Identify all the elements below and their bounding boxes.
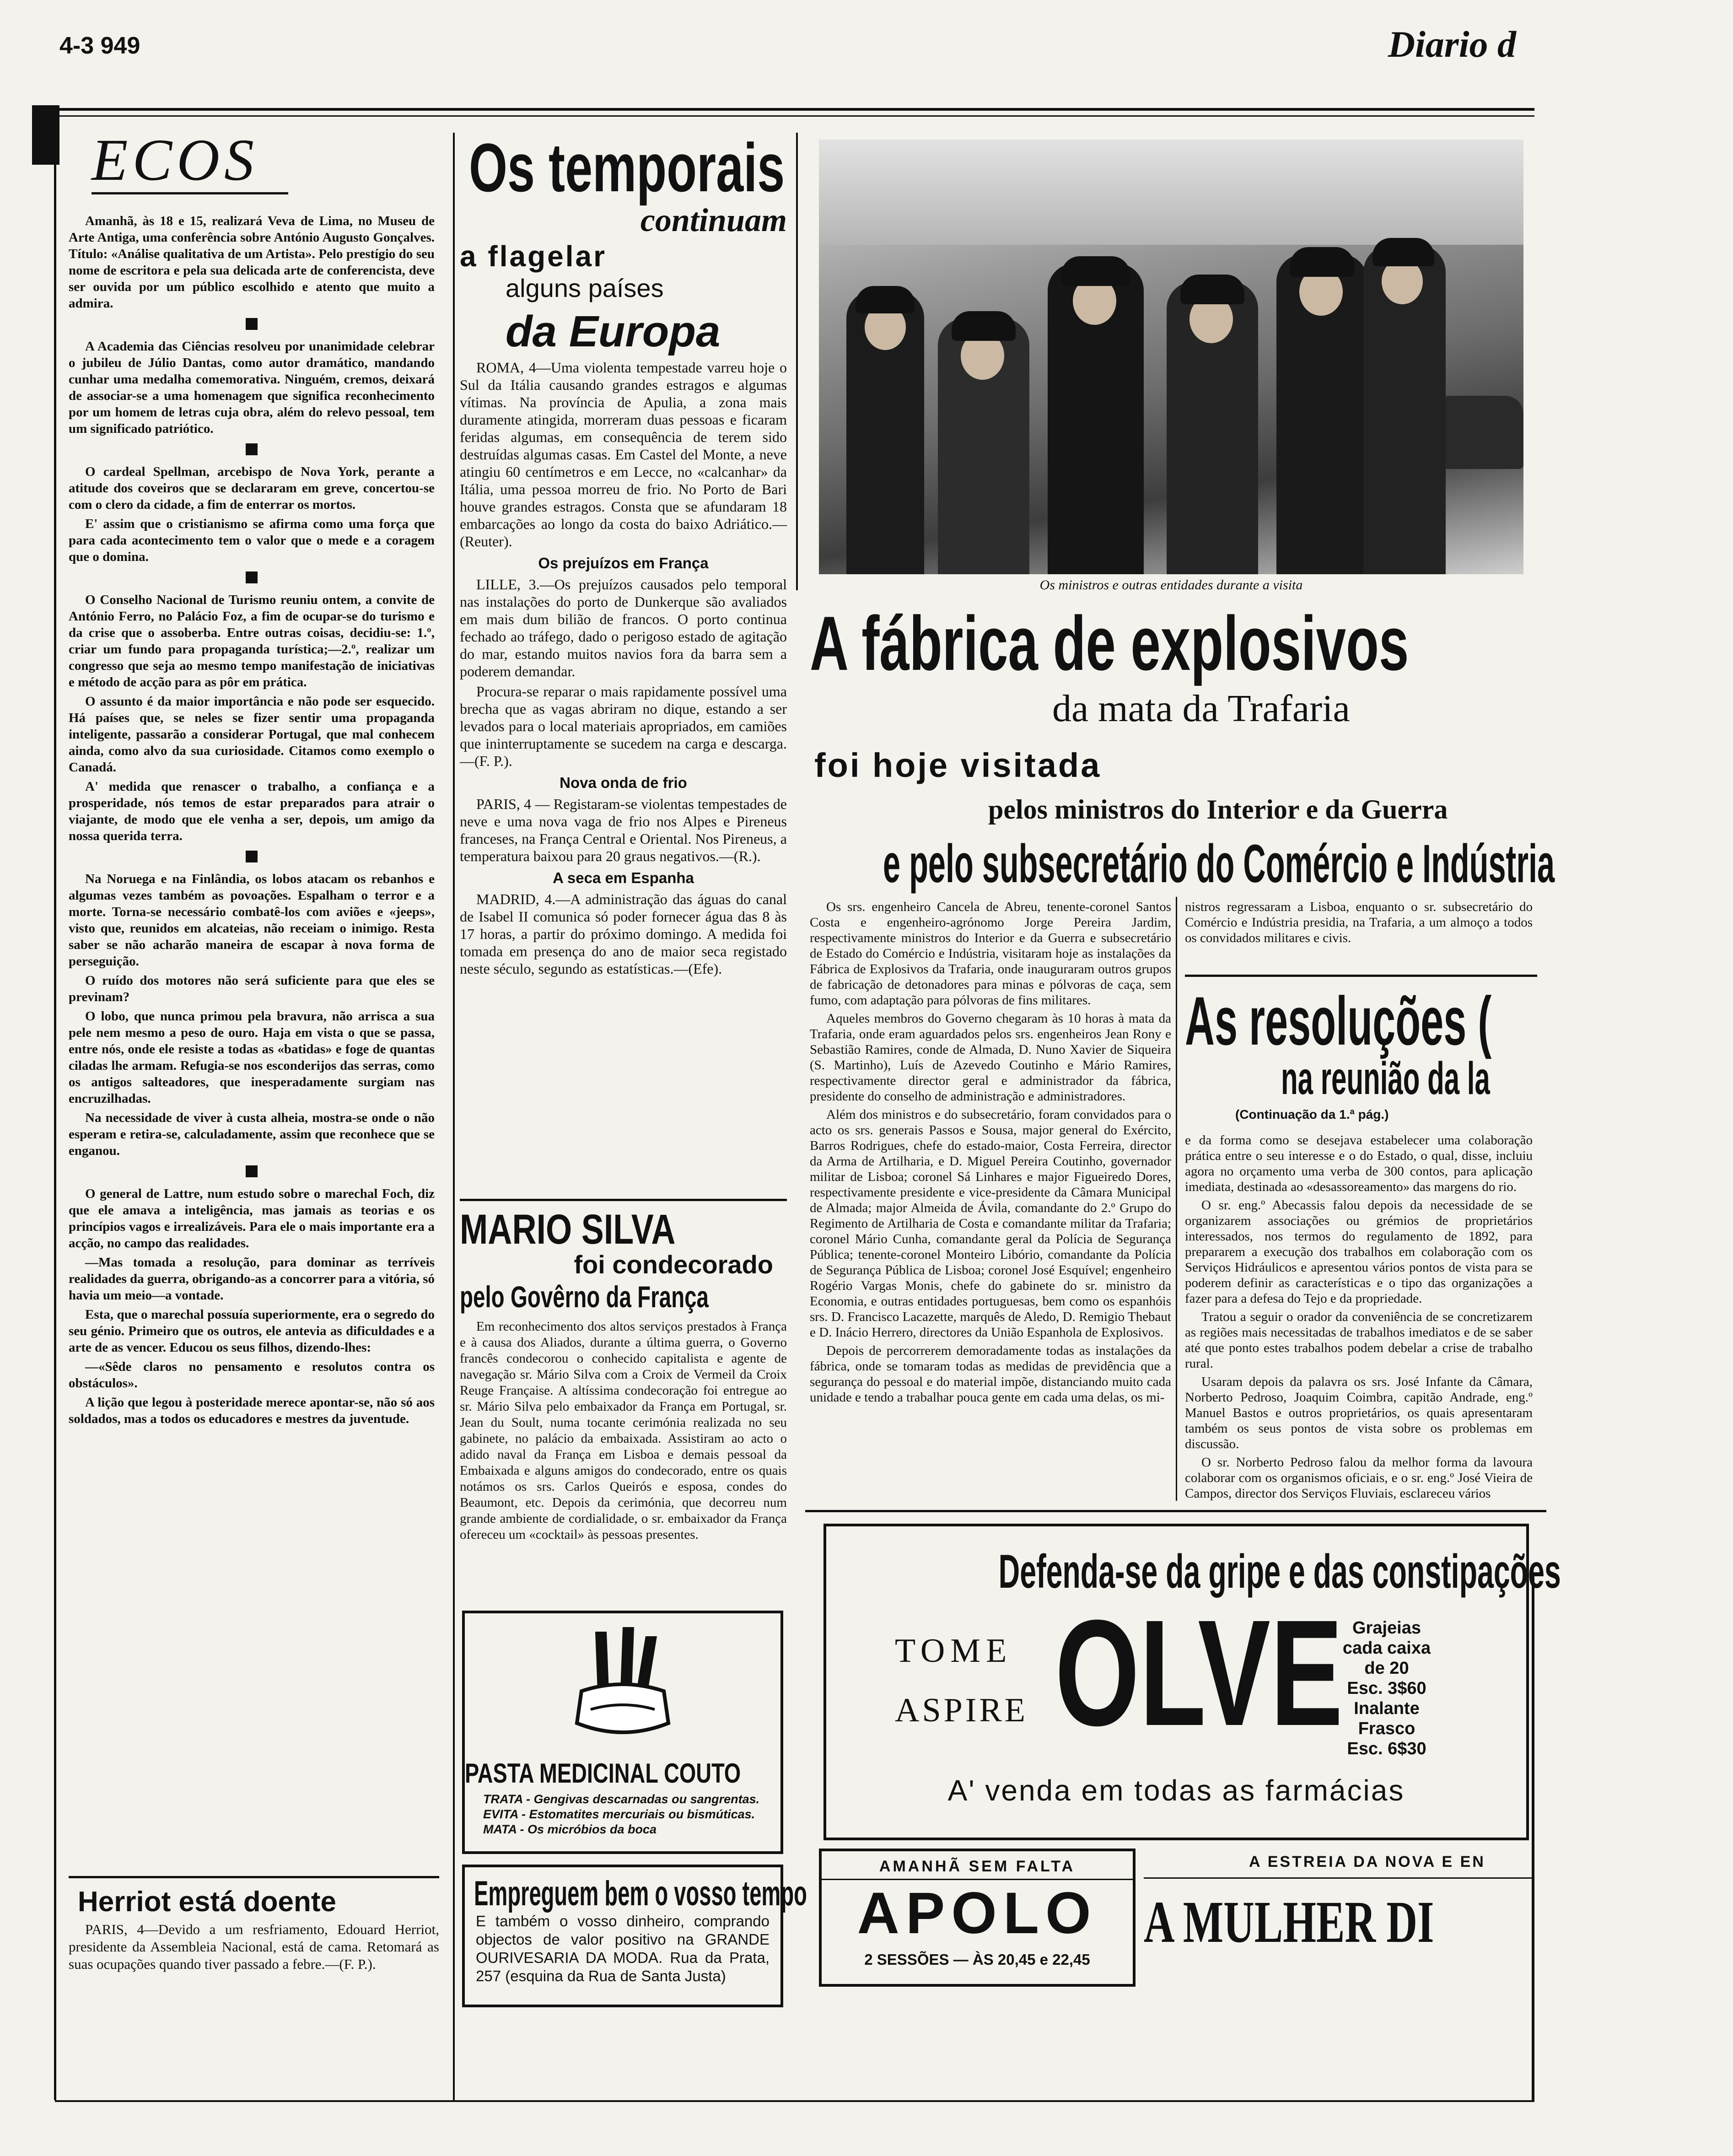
separator-square <box>246 318 258 330</box>
fabrica-paragraph: nistros regressaram a Lisboa, enquanto o sr. subsecretário do Comércio e Indústria presidia, na Trafaria, a um almoço a todos os convidados militares e civis. <box>1185 900 1533 945</box>
photo-hat <box>952 311 1016 341</box>
temporais-subhead: A seca em Espanha <box>553 869 694 886</box>
ourivesaria-text: E também o vosso dinheiro, comprando objectos de valor positivo na GRANDE OURIVESARIA DA MODA. Rua da Prata, 257 (esquina da Rua de Santa Justa) <box>476 1913 770 1984</box>
ecos-paragraph: Esta, que o marechal possuía superiormente, era o segredo do seu génio. Primeiro que os outros, ele antevia as dificuldades e a arte de as vencer. Educou os seus filhos, dizendo-lhes: <box>69 1307 435 1355</box>
photo-background <box>819 140 1523 245</box>
olve-price-1: Grajeias cada caixa de 20 <box>1342 1618 1431 1678</box>
ecos-paragraph: A Academia das Ciências resolveu por unanimidade celebrar o jubileu de Júlio Dantas, como autor dramático, mandando cunhar uma medalha comemorativa. Ninguém, cremos, deixará de associar-se a uma homenagem que significa reconhecimento por um homem de letras cuja obra, além do relevo pessoal, tem um significado patriótico. <box>69 339 435 436</box>
fabrica-headline-3: foi hoje visitada <box>814 746 1102 784</box>
column-divider-2 <box>796 133 798 590</box>
olve-footer: A' venda em todas as farmácias <box>947 1774 1405 1807</box>
temporais-headline-5: da Europa <box>506 307 721 356</box>
photo-hat <box>1372 238 1434 266</box>
ecos-paragraph: —«Sêde claros no pensamento e resolutos contra os obstáculos». <box>69 1359 435 1391</box>
ad-olve <box>823 1524 1561 1840</box>
ecos-paragraph: E' assim que o cristianismo se afirma como uma força que para cada acontecimento tem o valor que o mede e a coragem que o domina. <box>69 517 435 564</box>
page-date: 4-3 949 <box>59 32 140 59</box>
ad-ourivesaria <box>462 1865 807 2007</box>
separator-square <box>246 443 258 455</box>
temporais-headline-4: alguns países <box>506 274 664 302</box>
photo-hat <box>1061 256 1130 286</box>
resolucoes-paragraph: Usaram depois da palavra os srs. José Infante da Câmara, Norberto Pedroso, Joaquim Coimbra, capitão Andrade, eng.º Manuel Bastos e outros proprietários, os quais apresentaram também os seus pontos de vista sobre os problemas em discussão. <box>1185 1374 1533 1451</box>
olve-aspire: ASPIRE <box>895 1692 1028 1729</box>
estreia-rule <box>1144 1877 1533 1879</box>
photo-hat <box>1180 275 1244 304</box>
mario-headline-3: pelo Govêrno da França <box>460 1280 709 1314</box>
photo-car <box>1432 396 1523 469</box>
temporais-article <box>460 128 787 1185</box>
resolucoes-paragraph: Tratou a seguir o orador da conveniência de se concretizarem as regiões mais necessitadas de trabalhos imediatos e de se saber até que ponto estes trabalhos podem debelar a crise de trabalho rural. <box>1185 1310 1533 1371</box>
mario-text: Em reconhecimento dos altos serviços prestados à França e à causa dos Aliados, durante a última guerra, o Governo francês condecorou o conhecido capitalista e agente de navegação sr. Mário Silva com a Croix de Vermeil da Croix Reuge Française. A altíssima condecoração foi entregue ao sr. Mário Silva pelo embaixador da França em Portugal, sr. Jean du Soult, numa tocante cerimónia realizada no seu gabinete, no palácio da embaixada. Assistiram ao acto o adido naval da França em Lisboa e demais pessoal da Embaixada e alguns amigos do condecorado, entre os quais notámos os srs. Carlos Queirós e esposa, condes do Beaumont, etc. Depois da cerimónia, que decorreu num grande ambiente de cordialidade, o sr. embaixador da França ofereceu um «cocktail» às pessoas presentes. <box>460 1319 787 1542</box>
newspaper-title: Diario d <box>1388 23 1516 65</box>
olve-prices <box>1334 1618 1439 1759</box>
column-divider-1 <box>453 133 455 2100</box>
column-divider-3 <box>1176 897 1177 1501</box>
resolucoes-headline-1: As resoluções ( <box>1185 982 1492 1059</box>
temporais-headline-3: a flagelar <box>460 240 607 273</box>
ecos-paragraph: O general de Lattre, num estudo sobre o marechal Foch, diz que ele amava a inteligência, mas jamais as teorias e os princípios vagos e irrealizáveis. Para ele o mais importante era a acção, no campo das realidades. <box>69 1186 435 1250</box>
right-border <box>1532 1574 1534 2100</box>
estreia-big: A MULHER DI <box>1144 1889 1434 1955</box>
ecos-paragraph: Amanhã, às 18 e 15, realizará Veva de Lima, no Museu de Arte Antiga, uma conferência sobre António Augusto Gonçalves. Título: «Análise qualitativa de um Artista». Pelo prestígio do seu nome de escritora e pela sua delicada arte de conferencista, deve ser ouvida por um público escolhido e atento que muito a admira. <box>69 214 435 311</box>
ecos-paragraph: —Mas tomada a resolução, para dominar as terríveis realidades da guerra, obrigando-as a concorrer para a vitória, só havia um meio—a vontade. <box>69 1255 435 1303</box>
estreia-top: A ESTREIA DA NOVA E EN <box>1249 1853 1485 1870</box>
ecos-paragraph: O assunto é da maior importância e não pode ser esquecido. Há países que, se neles se fizer sentir uma propaganda inteligente, passarão a considerar Portugal, que mal conhecem ainda, como alvo da sua curiosidade. Citamos como exemplo o Canadá. <box>69 694 435 775</box>
photo-hat <box>1290 247 1354 277</box>
fabrica-headline-2: da mata da Trafaria <box>1052 687 1350 730</box>
fabrica-headline-5: e pelo subsecretário do Comércio e Indústria <box>883 834 1555 894</box>
temporais-paragraph: PARIS, 4 — Registaram-se violentas tempestades de neve e uma nova vaga de frio nos Alpes e Pireneus franceses, na França Central e Oriental. Nos Pireneus, a temperatura baixou para 20 graus negativos.—(R.). <box>460 796 787 864</box>
olve-headline: Defenda-se da gripe e das constipações <box>998 1545 1561 1598</box>
temporais-subhead: Nova onda de frio <box>560 774 687 791</box>
resolucoes-paragraph: e da forma como se desejava estabelecer uma colaboração prática entre o seu interesse e o do Estado, o qual, disse, incluiu agora no orçamento uma verba de 300 contos, para aplicação imediata, destinada ao «desassoreamento» das margens do rio. <box>1185 1133 1533 1194</box>
temporais-headline-1: Os temporais <box>469 129 785 206</box>
couto-title: PASTA MEDICINAL COUTO <box>465 1758 741 1789</box>
temporais-subhead: Os prejuízos em França <box>538 555 709 571</box>
resolucoes-headline-2: na reunião da la <box>1281 1053 1490 1104</box>
apolo-name: APOLO <box>857 1881 1098 1946</box>
resolucoes-rule <box>1185 975 1537 977</box>
resolucoes-continuation: (Continuação da 1.ª pág.) <box>1235 1107 1389 1121</box>
separator-square <box>246 571 258 583</box>
separator-square <box>246 851 258 862</box>
ad-separator <box>805 1510 1546 1512</box>
herriot-article <box>69 1876 439 2029</box>
ecos-paragraph: O Conselho Nacional de Turismo reuniu ontem, a convite de António Ferro, no Palácio Foz, a fim de ocupar-se do turismo e da crise que o assoberba. Entre outras coisas, decidiu-se: 1.º, criar um fundo para propaganda turística;—2.º, realizar um congresso que seja ao mesmo tempo manifestação de iniciativas e método de acção para as pôr em prática. <box>69 593 435 690</box>
ourivesaria-title: Empreguem bem o vosso tempo <box>474 1874 807 1913</box>
fabrica-paragraph: Aqueles membros do Governo chegaram às 10 horas à mata da Trafaria, onde eram aguardados pelos srs. engenheiros Jean Rony e Sebastião Ramires, conde de Almada, D. Nuno Xavier de Siqueira (S. Martinho), Luís de Azevedo Coutinho e Mário Ramires, respectivamente director geral e administrador da fábrica, presidente do conselho de administração e administradores. <box>810 1011 1171 1104</box>
apolo-times: 2 SESSÕES — ÀS 20,45 e 22,45 <box>864 1951 1090 1968</box>
resolucoes-body <box>1185 1132 1533 1503</box>
herriot-headline: Herriot está doente <box>78 1886 337 1918</box>
ad-pasta-couto <box>462 1611 783 1854</box>
visit-photograph <box>819 140 1523 574</box>
fabrica-paragraph: Além dos ministros e do subsecretário, foram convidados para o acto os srs. generais Passos e Sousa, major general do Exército, Barros Rodrigues, chefe do estado-maior, Costa Ferreira, director da Arma de Artilharia, e D. Miguel Pereira Coutinho, governador militar de Lisboa; coronel Sá Linhares e major Figueiredo Dores, respectivamente presidente e vice-presidente da Câmara Municipal de Almada; major Almeida de Ávila, comandante do 2.º Grupo do Regimento de Artilharia de Costa e comandante militar da Trafaria; coronel Mário Cunha, comandante geral da Polícia de Segurança Pública; tenente-coronel Monteiro Libório, comandante da Polícia de Segurança Pública de Lisboa; coronel José Esquível; engenheiro Rogério Vargas Monis, chefe do gabinete do sr. ministro da Economia, e outras entidades portuguesas, bem como os espanhóis srs. D. Francisco Lacazette, marquês de Aledo, D. Remigio Thebaut e D. Inácio Herrero, directores da União Espanhola de Explosivos. <box>810 1107 1171 1340</box>
fabrica-paragraph: Depois de percorrerem demoradamente todas as instalações da fábrica, onde se tomaram todas as medidas de previdência que a segurança do pessoal e do material impõe, distanciando muito cada unidade e tendo a trabalhar pouca gente em cada uma delas, os mi- <box>810 1343 1171 1405</box>
temporais-headline-2: continuam <box>640 202 787 238</box>
ecos-paragraph: A lição que legou à posteridade merece apontar-se, não só aos soldados, mas a todos os educadores e mestres da juventude. <box>69 1395 435 1426</box>
ad-apolo <box>819 1849 1136 1987</box>
fabrica-column-2 <box>1185 899 1533 972</box>
apolo-top: AMANHÃ SEM FALTA <box>879 1858 1076 1875</box>
photo-caption: Os ministros e outras entidades durante a visita <box>1039 577 1303 593</box>
fabrica-paragraph: Os srs. engenheiro Cancela de Abreu, tenente-coronel Santos Costa e engenheiro-agrónomo Jorge Pereira Jardim, respectivamente ministros do Interior e da Guerra e subsecretário de Estado do Comércio e Indústria, visitaram hoje as instalações da Fábrica de Explosivos da Trafaria, onde inauguraram outros grupos de fabricação de detonadores para minas e pólvoras de caça, sem fumo, com adaptação para pólvoras de fins militares. <box>810 900 1171 1008</box>
separator-square <box>246 1165 258 1177</box>
couto-line: TRATA - Gengivas descarnadas ou sangrentas. <box>483 1792 760 1806</box>
olve-price-2: Inalante <box>1354 1699 1420 1718</box>
ad-estreia <box>1144 1853 1533 1986</box>
ecos-paragraph: O cardeal Spellman, arcebispo de Nova York, perante a atitude dos coveiros que se declararam em greve, concertou-se com o clero da cidade, a fim de enterrar os mortos. <box>69 464 435 512</box>
couto-line: MATA - Os micróbios da boca <box>483 1822 657 1836</box>
resolucoes-paragraph: O sr. Norberto Pedroso falou da melhor forma da lavoura colaborar com os organismos oficiais, e o sr. eng.º José Vieira de Campos, director dos Serviços Fluviais, esclareceu vários <box>1185 1455 1533 1501</box>
ecos-body <box>69 213 435 1427</box>
ecos-paragraph: A' medida que renascer o trabalho, a confiança e a prosperidade, nós temos de estar preparados para atrair o viajante, de modo que ele venha a ser, depois, um amigo da nossa querida terra. <box>69 779 435 843</box>
bottom-rule <box>55 2100 1534 2102</box>
ecos-paragraph: Na necessidade de viver à custa alheia, mostra-se onde o não esperam e retira-se, calculadamente, assim que reconhece que se enganou. <box>69 1110 435 1158</box>
olve-price-2b: Frasco <box>1358 1719 1415 1738</box>
herriot-text: PARIS, 4—Devido a um resfriamento, Edouard Herriot, presidente da Assembleia Nacional, está de cama. Retomará as suas ocupações quando tiver passado a febre.—(F. P.). <box>69 1921 439 1972</box>
olve-price-1b: Esc. 3$60 <box>1347 1679 1426 1698</box>
apolo-rule <box>822 1879 1133 1880</box>
mario-headline-2: foi condecorado <box>574 1250 773 1279</box>
olve-tome: TOME <box>895 1632 1012 1670</box>
ecos-heading: ECOS <box>91 128 288 194</box>
fabrica-headline-4: pelos ministros do Interior e da Guerra <box>988 794 1448 825</box>
mario-silva-article <box>460 1199 787 1590</box>
toothbrush-hand-icon <box>563 1622 682 1751</box>
olve-price-2c: Esc. 6$30 <box>1347 1739 1426 1758</box>
temporais-paragraph: ROMA, 4—Uma violenta tempestade varreu hoje o Sul da Itália causando grandes estragos e algumas vítimas. Na província de Apulia, a zona mais duramente atingida, morreram duas pessoas e ficaram feridas algumas, em consequência de terem sido destruídas algumas casas. Em Castel del Monte, a neve atingiu 60 centímetros e em Lecce, no «calcanhar» da Itália, uma pessoa morreu de frio. No Porto de Bari houve grandes estragos. Consta que se afundaram 18 embarcações ao longo da costa do baixo Adriático.—(Reuter). <box>460 359 787 550</box>
fabrica-column-1 <box>810 899 1171 1503</box>
temporais-paragraph: Procura-se reparar o mais rapidamente possível uma brecha que as vagas abriram no dique, estando a ser levados para o local materiais apropriados, em camiões que ininterruptamente se sucedem na carga e descarga.—(F. P.). <box>460 683 787 769</box>
mario-headline-1: MARIO SILVA <box>460 1206 676 1253</box>
top-rule-thin <box>50 115 1534 117</box>
couto-line: EVITA - Estomatites mercuriais ou bismúticas. <box>483 1807 755 1821</box>
temporais-paragraph: MADRID, 4.—A administração das águas do canal de Isabel II comunica só poder fornecer água das 8 às 17 horas, a partir do próximo domingo. A medida foi tomada em presença do ano de maior seca registado neste século, segundo as estatísticas.—(Efe). <box>460 891 787 977</box>
temporais-paragraph: LILLE, 3.—Os prejuízos causados pelo temporal nas instalações do porto de Dunkerque são avaliados em mais dum bilião de francos. O porto continua fechado ao tráfego, dado o perigoso estado de agitação do mar, estando muitos navios fora da barra sem a poderem demandar. <box>460 576 787 679</box>
ecos-column <box>69 128 435 1849</box>
ecos-paragraph: O lobo, que nunca primou pela bravura, não arrisca a sua pele nem mesmo a peso de ouro. Haja em vista o que se passa, entre nós, onde ele resiste a todas as «batidas» e foge de quantas ciladas lhe armam. Refugia-se nos esconderijos das serras, como os antigos salteadores, que inesperadamente surgiam nas encruzilhadas. <box>69 1009 435 1106</box>
ecos-paragraph: O ruído dos motores não será suficiente para que eles se previnam? <box>69 973 435 1004</box>
corner-block <box>32 105 59 165</box>
fabrica-headline-1: A fábrica de explosivos <box>810 600 1409 686</box>
left-border <box>54 165 56 2100</box>
resolucoes-paragraph: O sr. eng.º Abecassis falou depois da necessidade de se organizarem associações ou grémios de proprietários interessados, nos termos do regulamento de 1892, para prepararem a execução dos trabalhos em colaboração com os Serviços Hidráulicos e apresentou vários pontos de vista para se poderem definir as características e o tipo das organizações a fazer para a defesa do Tejo e da propriedade. <box>1185 1198 1533 1306</box>
ecos-paragraph: Na Noruega e na Finlândia, os lobos atacam os rebanhos e algumas vezes também as povoações. Espalham o terror e a morte. Torna-se necessário combatê-los com aviões e «jeeps», visto que, reunidos em alcateias, não receiam o inimigo. Resta saber se não acharão maneira de escapar à nova forma de perseguição. <box>69 872 435 969</box>
top-rule <box>50 108 1534 111</box>
olve-brand: OLVE <box>1055 1588 1343 1757</box>
photo-hat <box>856 286 915 313</box>
